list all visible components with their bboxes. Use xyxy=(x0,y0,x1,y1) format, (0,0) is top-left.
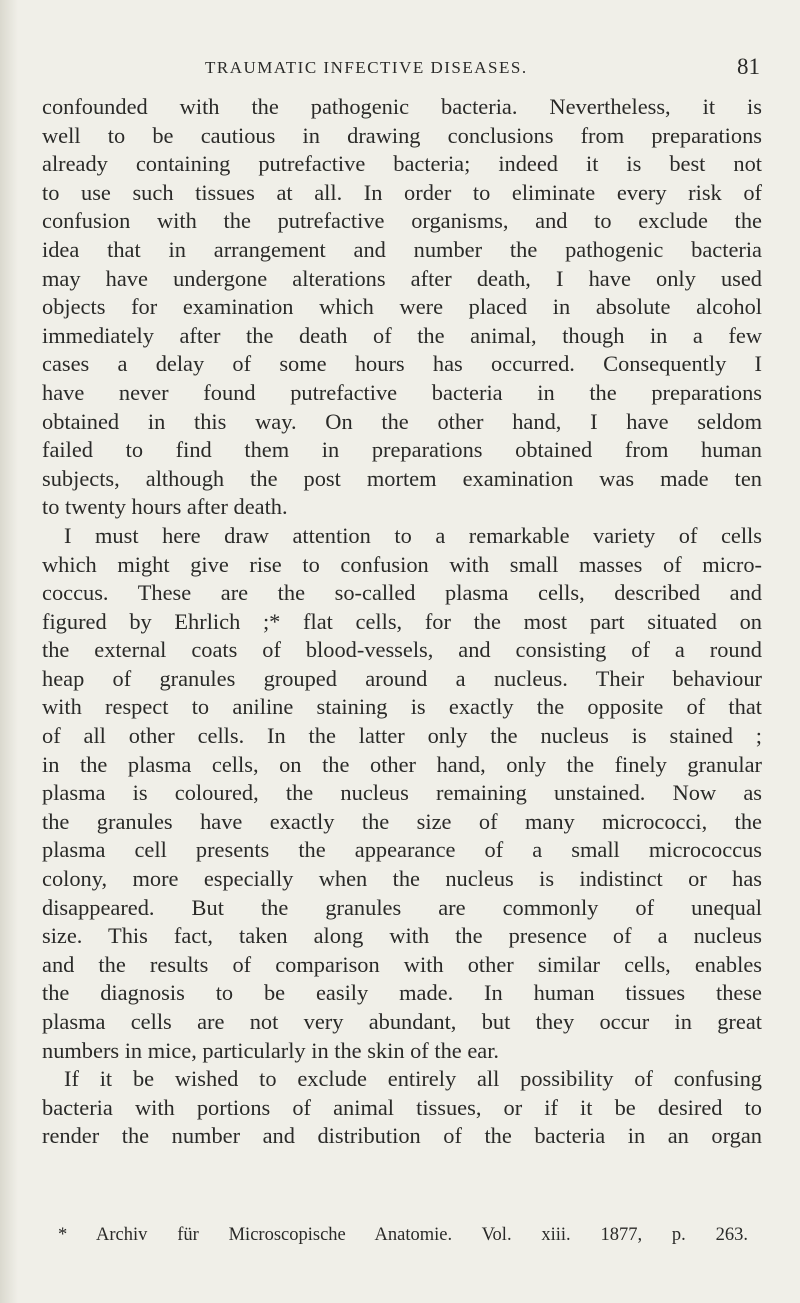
text-line: objects for examination which were placed in absolute alcohol xyxy=(42,294,762,320)
text-line: to twenty hours after death. xyxy=(42,494,288,520)
text-line: the granules have exactly the size of many micrococci, the xyxy=(42,808,762,834)
text-line: plasma cell presents the appearance of a small micrococcus xyxy=(42,837,762,863)
text-line: confounded with the pathogenic bacteria. Nevertheless, it is xyxy=(42,94,762,119)
running-title: TRAUMATIC INFECTIVE DISEASES. xyxy=(205,58,528,77)
page-number: 81 xyxy=(737,54,760,79)
text-line: subjects, although the post mortem examination was made ten xyxy=(42,465,762,491)
text-line: render the number and distribution of the bacteria in an organ xyxy=(42,1123,762,1149)
text-line: and the results of comparison with other similar cells, enables xyxy=(42,951,762,977)
text-line: cases a delay of some hours has occurred. Consequently I xyxy=(42,351,762,377)
text-line: already containing putrefactive bacteria; indeed it is best not xyxy=(42,151,762,177)
text-line: the diagnosis to be easily made. In human tissues these xyxy=(42,980,762,1006)
text-line: to use such tissues at all. In order to eliminate every risk of xyxy=(42,179,762,205)
text-line: with respect to aniline staining is exactly the opposite of that xyxy=(42,694,762,720)
text-line: coccus. These are the so-called plasma cells, described and xyxy=(42,580,762,606)
text-line: may have undergone alterations after death, I have only used xyxy=(42,265,762,291)
text-line: confusion with the putrefactive organisms, and to exclude the xyxy=(42,208,762,234)
text-line: plasma is coloured, the nucleus remaining unstained. Now as xyxy=(42,780,762,806)
text-line: I must here draw attention to a remarkable variety of cells xyxy=(64,522,762,548)
text-line: bacteria with portions of animal tissues, or if it be desired to xyxy=(42,1094,762,1120)
text-line: plasma cells are not very abundant, but they occur in great xyxy=(42,1009,762,1034)
text-line: immediately after the death of the animal, though in a few xyxy=(42,322,762,348)
text-line: obtained in this way. On the other hand, I have seldom xyxy=(42,408,762,434)
text-line: well to be cautious in drawing conclusions from preparations xyxy=(42,122,762,148)
text-line: figured by Ehrlich ;* flat cells, for the most part situated on xyxy=(42,608,762,634)
text-line: have never found putrefactive bacteria in the preparations xyxy=(42,379,762,405)
page-edge-shadow xyxy=(0,0,18,1303)
text-line: numbers in mice, particularly in the skin of the ear. xyxy=(42,1037,500,1063)
text-line: which might give rise to confusion with small masses of micro- xyxy=(42,551,762,577)
body-text xyxy=(42,93,762,1151)
footnote: * Archiv für Microscopische Anatomie. Vol. xiii. 1877, p. 263. xyxy=(58,1225,748,1245)
text-line: of all other cells. In the latter only the nucleus is stained ; xyxy=(42,723,762,749)
text-line: disappeared. But the granules are commonly of unequal xyxy=(42,894,762,920)
text-line: heap of granules grouped around a nucleus. Their behaviour xyxy=(42,665,762,691)
running-head xyxy=(0,54,800,82)
text-line: size. This fact, taken along with the presence of a nucleus xyxy=(42,923,762,949)
text-line: idea that in arrangement and number the pathogenic bacteria xyxy=(42,236,762,262)
text-line: failed to find them in preparations obtained from human xyxy=(42,437,762,463)
text-line: colony, more especially when the nucleus is indistinct or has xyxy=(42,866,762,892)
text-line: the external coats of blood-vessels, and consisting of a round xyxy=(42,637,762,663)
text-line: in the plasma cells, on the other hand, only the finely granular xyxy=(42,751,762,777)
text-line: If it be wished to exclude entirely all possibility of confusing xyxy=(64,1066,762,1092)
